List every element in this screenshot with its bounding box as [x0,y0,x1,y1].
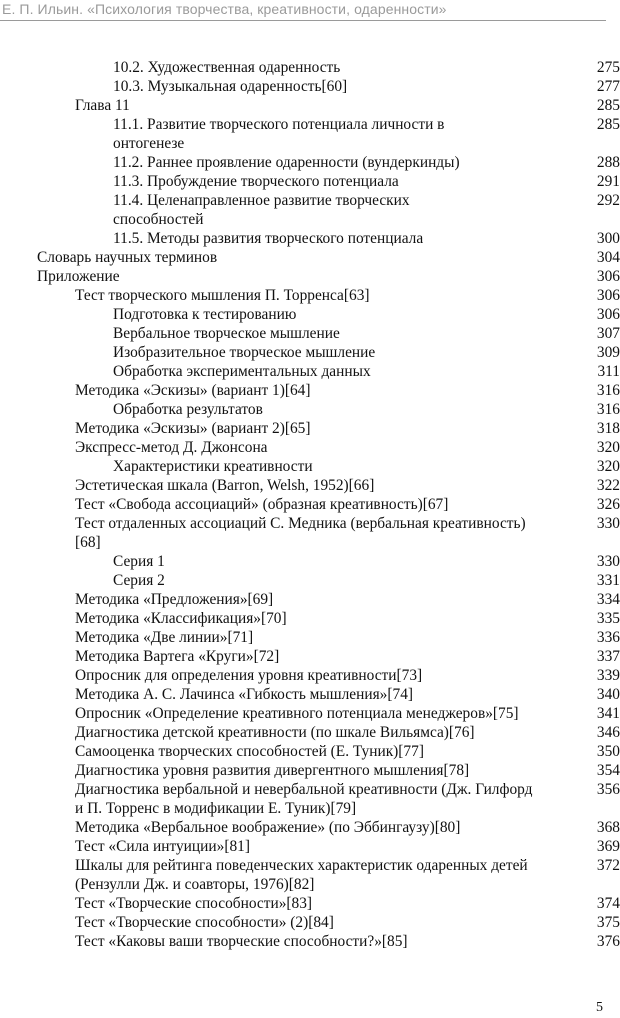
toc-entry-title: Серия 2 [113,572,165,589]
toc-entry-title: Методика «Предложения»[69] [75,591,274,608]
toc-entry-title: Изобразительное творческое мышление [113,344,376,361]
toc-entry [0,58,620,77]
toc-entry-title: Методика «Две линии»[71] [75,629,254,646]
toc-entry [0,286,620,305]
toc-entry-page: 320 [596,439,620,456]
toc-entry [0,495,620,514]
toc-entry-page: 307 [596,325,620,342]
toc-entry-title: Опросник «Определение креативного потенциала менеджеров»[75] [75,705,519,722]
toc-entry-page: 375 [596,914,620,931]
toc-entry-title: Вербальное творческое мышление [113,325,340,342]
toc-entry [0,571,620,590]
toc-entry [0,248,620,267]
toc-entry-page: 341 [596,705,620,722]
toc-entry-title: Тест «Творческие способности» (2)[84] [75,914,334,931]
toc-entry [0,229,620,248]
toc-entry-page: 277 [596,78,620,95]
toc-entry [0,818,620,837]
toc-entry [0,742,620,761]
toc-entry-page: 354 [596,762,620,779]
toc-entry-title: Обработка экспериментальных данных [113,363,371,380]
toc-entry [0,685,620,704]
toc-entry-page: 288 [596,154,620,171]
toc-entry-page: 291 [596,173,620,190]
toc-entry-page: 335 [596,610,620,627]
toc-entry [0,837,620,856]
toc-entry-title: Опросник для определения уровня креативности[73] [75,667,423,684]
toc-entry-title: 10.3. Музыкальная одаренность[60] [113,78,348,95]
toc-entry-title: Тест отдаленных ассоциаций С. Медника (вербальная креативность)[68] [75,515,526,551]
toc-entry-page: 334 [596,591,620,608]
toc-entry-page: 309 [596,344,620,361]
toc-entry [0,305,620,324]
toc-entry [0,267,620,286]
toc-entry [0,77,620,96]
toc-entry-title: Приложение [37,268,120,285]
toc-entry [0,419,620,438]
toc-entry-page: 304 [596,249,620,266]
toc-entry-page: 311 [597,363,620,380]
toc-entry [0,609,620,628]
toc-entry-page: 350 [596,743,620,760]
toc-entry-title: Тест «Сила интуиции»[81] [75,838,250,855]
toc-entry-page: 339 [596,667,620,684]
toc-entry-page: 316 [596,382,620,399]
toc-entry-title: Тест «Творческие способности»[83] [75,895,313,912]
toc-entry-title: Подготовка к тестированию [113,306,297,323]
toc-entry-title: 11.2. Раннее проявление одаренности (вундеркинды) [113,154,460,171]
toc-entry [0,457,620,476]
toc-entry-title: Методика «Классификация»[70] [75,610,287,627]
toc-entry-page: 376 [596,933,620,950]
toc-entry-page: 346 [596,724,620,741]
toc-entry [0,628,620,647]
toc-entry-title: Словарь научных терминов [37,249,218,266]
toc-entry-title: 11.3. Пробуждение творческого потенциала [113,173,399,190]
toc-entry-page: 306 [596,306,620,323]
toc-entry [0,894,620,913]
header-rule [0,20,606,21]
toc-entry-page: 326 [596,496,620,513]
toc-entry-title: Самооценка творческих способностей (Е. Туник)[77] [75,743,424,760]
toc-entry [0,324,620,343]
toc-entry-title: 11.4. Целенаправленное развитие творческих способностей [113,192,410,228]
toc-entry [0,381,620,400]
toc-entry-page: 275 [596,59,620,76]
toc-entry [0,438,620,457]
toc-entry-title: Диагностика уровня развития дивергентного мышления[78] [75,762,470,779]
toc-entry-title: Характеристики креативности [113,458,313,475]
toc-entry [0,761,620,780]
toc-entry-title: Методика «Эскизы» (вариант 2)[65] [75,420,311,437]
toc-entry [0,191,620,229]
toc-entry-page: 368 [596,819,620,836]
table-of-contents [0,58,620,951]
toc-entry-page: 306 [596,268,620,285]
page-number: 5 [596,1000,603,1015]
toc-entry-page: 318 [596,420,620,437]
running-header [0,0,606,20]
toc-entry-page: 306 [596,287,620,304]
toc-entry-title: Эстетическая шкала (Barron, Welsh, 1952)[66] [75,477,375,494]
toc-entry-page: 285 [596,116,620,133]
toc-entry-page: 337 [596,648,620,665]
toc-entry-title: Методика Вартега «Круги»[72] [75,648,280,665]
toc-entry [0,856,620,894]
toc-entry-page: 285 [596,97,620,114]
toc-entry-page: 372 [596,857,620,874]
toc-entry [0,172,620,191]
toc-entry [0,647,620,666]
toc-entry-title: Обработка результатов [113,401,263,418]
toc-entry [0,96,620,115]
toc-entry-page: 320 [596,458,620,475]
toc-entry-title: Тест «Свобода ассоциаций» (образная креативность)[67] [75,496,449,513]
toc-entry-title: Методика А. С. Лачинса «Гибкость мышления»[74] [75,686,414,703]
toc-entry [0,666,620,685]
toc-entry-page: 322 [596,477,620,494]
toc-entry-title: Диагностика детской креативности (по шкале Вильямса)[76] [75,724,475,741]
toc-entry-title: Диагностика вербальной и невербальной креативности (Дж. Гилфорд и П. Торренс в модификации Е. Туник)[79] [75,781,533,817]
toc-entry [0,723,620,742]
toc-entry-title: 11.5. Методы развития творческого потенциала [113,230,424,247]
toc-entry [0,476,620,495]
toc-entry-page: 331 [596,572,620,589]
toc-entry [0,780,620,818]
toc-entry-title: 10.2. Художественная одаренность [113,59,341,76]
toc-entry-page: 356 [596,781,620,798]
toc-entry-title: Тест творческого мышления П. Торренса[63] [75,287,370,304]
toc-entry-title: 11.1. Развитие творческого потенциала личности в онтогенезе [113,116,445,152]
toc-entry [0,704,620,723]
toc-entry [0,913,620,932]
toc-entry [0,400,620,419]
toc-entry [0,514,620,552]
toc-entry-title: Шкалы для рейтинга поведенческих характеристик одаренных детей (Рензулли Дж. и соавторы, 1976)[82] [75,857,528,893]
toc-entry-page: 369 [596,838,620,855]
toc-entry-page: 330 [596,515,620,532]
toc-entry-title: Тест «Каковы ваши творческие способности?»[85] [75,933,408,950]
toc-entry-title: Методика «Вербальное воображение» (по Эббингаузу)[80] [75,819,461,836]
toc-entry [0,590,620,609]
toc-entry-title: Серия 1 [113,553,165,570]
toc-entry-page: 316 [596,401,620,418]
toc-entry [0,153,620,172]
toc-entry [0,343,620,362]
toc-entry-page: 336 [596,629,620,646]
toc-entry-page: 330 [596,553,620,570]
toc-entry-title: Глава 11 [75,97,130,114]
running-header-title: Е. П. Ильин. «Психология творчества, креативности, одаренности» [2,1,447,17]
toc-entry-page: 292 [596,192,620,209]
toc-entry-title: Экспресс-метод Д. Джонсона [75,439,268,456]
toc-entry [0,115,620,153]
toc-entry-page: 300 [596,230,620,247]
toc-entry [0,932,620,951]
toc-entry [0,552,620,571]
toc-entry-title: Методика «Эскизы» (вариант 1)[64] [75,382,311,399]
toc-entry-page: 374 [596,895,620,912]
toc-entry [0,362,620,381]
toc-entry-page: 340 [596,686,620,703]
